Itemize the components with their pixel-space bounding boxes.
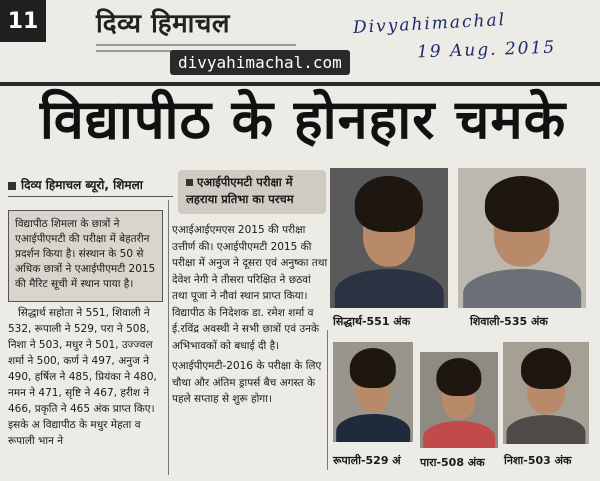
mid-paragraph-1: एआईआईएमएस 2015 की परीक्षा उत्तीर्ण की। एआईपीएमटी 2015 की परीक्षा में अनुज ने दूसरा एवं अनुष्का तथा देवेश नेगी ने तीसरा परिक्षित ने छठवां तथा पूजा ने नौवां स्थान प्राप्त किया। विद्यापीठ के निदेशक डा. रमेश शर्मा व ई.रविंद्र अवस्थी ने सभी छात्रों एवं उनके अभिभावकों को बधाई दी है। <box>172 224 328 352</box>
photo-caption: पारा-508 अंक <box>420 456 485 469</box>
handwritten-source: Divyahimachal <box>352 10 507 38</box>
byline <box>8 176 143 193</box>
handwritten-date: 19 Aug. 2015 <box>416 37 557 63</box>
student-photo <box>420 352 498 448</box>
photo-caption: सिद्धार्थ-551 अंक <box>333 315 411 328</box>
byline-text: दिव्य हिमाचल ब्यूरो, शिमला <box>21 178 143 192</box>
square-bullet-icon <box>186 179 193 186</box>
header-rule <box>0 82 600 86</box>
handwritten-note <box>345 8 585 68</box>
middle-column <box>172 222 328 408</box>
paper-name: दिव्य हिमाचल <box>96 9 231 39</box>
divider <box>8 196 173 197</box>
masthead <box>52 0 342 82</box>
square-bullet-icon <box>8 182 16 190</box>
student-photo <box>330 168 448 308</box>
student-photo <box>503 342 589 444</box>
subhead <box>178 170 326 214</box>
site-url: divyahimachal.com <box>170 50 350 75</box>
photo-caption: रूपाली-529 अं <box>333 454 401 467</box>
column-divider <box>168 200 169 475</box>
student-photo <box>458 168 586 308</box>
photo-caption: निशा-503 अंक <box>504 454 572 467</box>
column-divider <box>327 330 328 470</box>
mid-paragraph-2: एआईपीएमटी-2016 के परीक्षा के लिए चौथा और अंतिम ड्रापर्स बैच अगस्त के पहले सप्ताह से शुरू होगा। <box>172 360 322 405</box>
subhead-text: एआईपीएमटी परीक्षा में लहराया प्रतिभा का परचम <box>186 175 294 206</box>
left-column <box>8 305 170 449</box>
left-body: सिद्धार्थ सहोता ने 551, शिवाली ने 532, रूपाली ने 529, परा ने 508, निशा ने 503, मधुर ने 501, उज्ज्वल शर्मा ने 500, कर्ण ने 497, अनुज ने 490, हर्षिल ने 485, प्रियंका ने 480, नमन ने 471, सृष्टि ने 467, हरीश ने 466, प्रकृति ने 465 अंक प्राप्त किए। इसके अ विद्यापीठ के मधुर मेहता व रूपाली भान ने <box>8 307 157 447</box>
page-number: 11 <box>0 0 46 42</box>
photo-caption: शिवाली-535 अंक <box>470 315 548 328</box>
headline: विद्यापीठ के होनहार चमके <box>39 88 567 151</box>
student-photo <box>333 342 413 442</box>
intro-box: विद्यापीठ शिमला के छात्रों ने एआईपीएमटी की परीक्षा में बेहतरीन प्रदर्शन किया है। संस्थान के 50 से अधिक छात्रों ने एआईपीएमटी 2015 की मैरिट सूची में स्थान पाया है। <box>8 210 163 302</box>
